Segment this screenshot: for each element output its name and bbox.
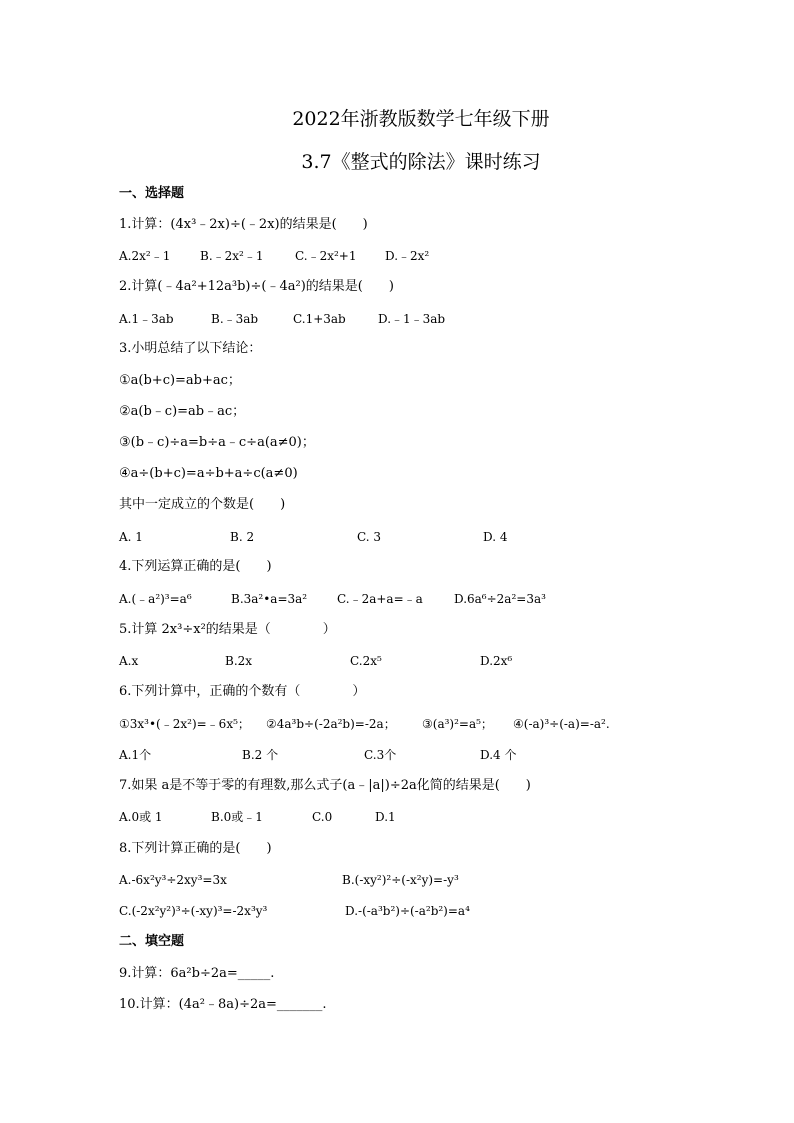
question-9-stem: 9.计算：6a²b÷2a=_____. <box>119 966 275 981</box>
option-c: C.0 <box>312 810 333 824</box>
option-d: D.-(-a³b²)÷(-a²b²)=a⁴ <box>345 904 470 918</box>
question-3-stem: 3.小明总结了以下结论： <box>119 341 262 356</box>
option-b: B. 2 <box>230 530 255 544</box>
option-d: D. 4 <box>483 530 508 544</box>
question-6-item-4: ④(-a)³÷(-a)=-a². <box>513 717 610 731</box>
document-subtitle: 3.7《整式的除法》课时练习 <box>301 151 541 173</box>
option-b: B.﹣2x²﹣1 <box>200 249 264 263</box>
question-4-stem: 4.下列运算正确的是( ) <box>119 559 272 574</box>
question-1-stem: 1.计算：(4x³﹣2x)÷(﹣2x)的结果是( ) <box>119 217 368 232</box>
option-d: D.﹣1﹣3ab <box>378 312 446 326</box>
option-b: B.(-xy²)²÷(-x²y)=-y³ <box>342 873 459 887</box>
option-a: A.1﹣3ab <box>119 312 174 326</box>
question-6-item-1: ①3x³•(﹣2x²)=﹣6x⁵； <box>119 717 250 731</box>
question-6-item-3: ③(a³)²=a⁵； <box>422 717 493 731</box>
question-10-stem: 10.计算：(4a²﹣8a)÷2a=_______. <box>119 997 327 1012</box>
option-d: D.﹣2x² <box>385 249 430 263</box>
option-a: A.2x²﹣1 <box>119 249 171 263</box>
question-8-stem: 8.下列计算正确的是( ) <box>119 841 272 856</box>
question-6-item-2: ②4a³b÷(-2a²b)=-2a； <box>266 717 396 731</box>
option-c: C.3个 <box>364 748 397 762</box>
option-a: A.(﹣a²)³=a⁶ <box>119 592 192 606</box>
question-6-stem: 6.下列计算中，正确的个数有（ ） <box>119 684 366 699</box>
option-b: B.﹣3ab <box>211 312 259 326</box>
option-d: D.1 <box>375 810 396 824</box>
question-7-stem: 7.如果 a是不等于零的有理数,那么式子(a﹣|a|)÷2a化简的结果是( ) <box>119 778 531 793</box>
option-c: C.1+3ab <box>293 312 346 326</box>
option-a: A.0或 1 <box>119 810 163 824</box>
option-a: A. 1 <box>119 530 143 544</box>
question-5-stem: 5.计算 2x³÷x²的结果是（ ） <box>119 622 336 637</box>
option-c: C.﹣2x²+1 <box>295 249 357 263</box>
option-b: B.2 个 <box>242 748 279 762</box>
option-c: C.2x⁵ <box>350 654 382 668</box>
option-c: C.(-2x²y²)³÷(-xy)³=-2x³y³ <box>119 904 268 918</box>
question-2-stem: 2.计算(﹣4a²+12a³b)÷(﹣4a²)的结果是( ) <box>119 279 394 294</box>
question-3-item-1: ①a(b+c)=ab+ac； <box>119 373 241 388</box>
option-b: B.0或﹣1 <box>211 810 263 824</box>
question-3-item-4: ④a÷(b+c)=a÷b+a÷c(a≠0) <box>119 466 298 481</box>
option-b: B.3a²•a=3a² <box>231 592 308 606</box>
option-c: C. 3 <box>357 530 382 544</box>
option-d: D.6a⁶÷2a²=3a³ <box>454 592 546 606</box>
question-3-ask: 其中一定成立的个数是( ) <box>119 497 286 512</box>
option-a: A.1个 <box>119 748 152 762</box>
section-heading-choice: 一、选择题 <box>119 186 185 201</box>
question-3-item-3: ③(b﹣c)÷a=b÷a﹣c÷a(a≠0)； <box>119 435 315 450</box>
option-a: A.-6x²y³÷2xy³=3x <box>119 873 227 887</box>
question-3-item-2: ②a(b﹣c)=ab﹣ac； <box>119 404 246 419</box>
option-a: A.x <box>119 654 139 668</box>
option-d: D.2x⁶ <box>480 654 513 668</box>
option-b: B.2x <box>225 654 253 668</box>
option-d: D.4 个 <box>480 748 517 762</box>
section-heading-fill: 二、填空题 <box>119 934 185 949</box>
option-c: C.﹣2a+a=﹣a <box>337 592 423 606</box>
document-title: 2022年浙教版数学七年级下册 <box>292 108 550 130</box>
